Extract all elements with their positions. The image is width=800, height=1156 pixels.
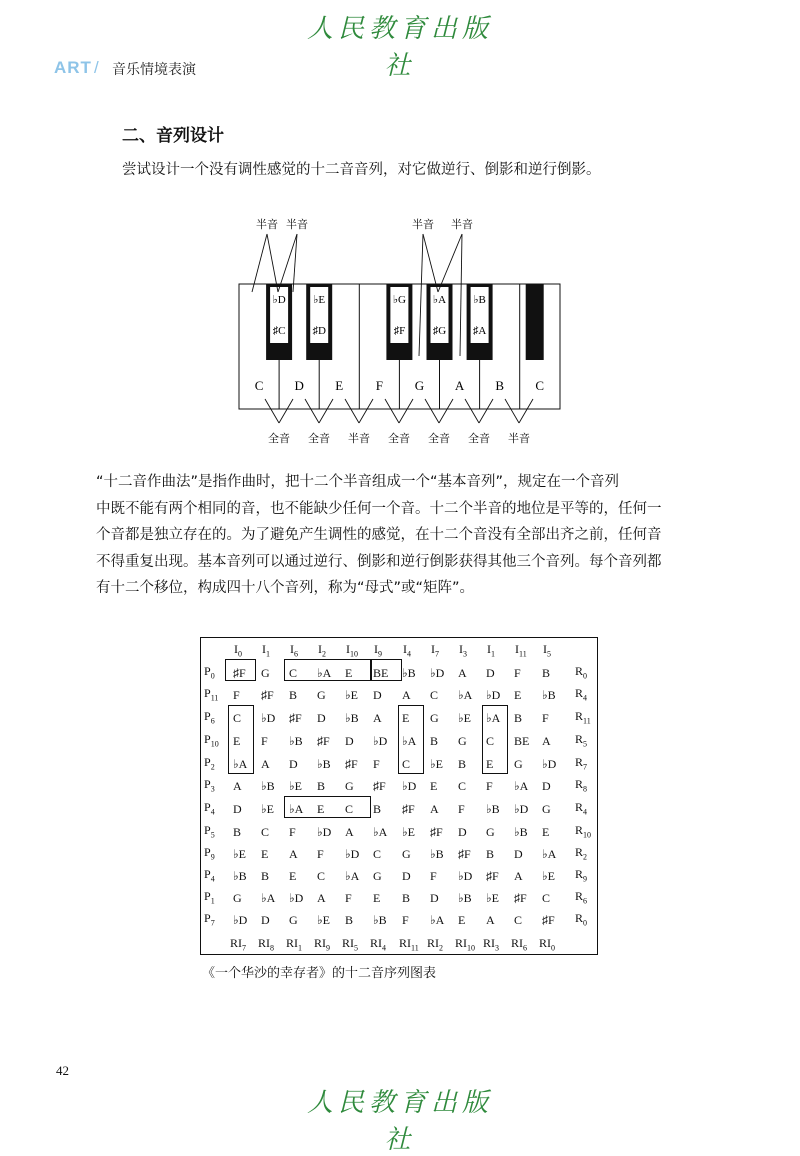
matrix-col-header-top: $I_2$ xyxy=(318,642,326,659)
white-key-label: F xyxy=(375,378,383,393)
matrix-cell: ♯F xyxy=(458,847,471,861)
matrix-cell: E xyxy=(514,688,522,702)
matrix-cell: B xyxy=(458,757,467,771)
matrix-cell: ♭D xyxy=(233,913,248,927)
matrix-col-header-top: $I_{11}$ xyxy=(515,642,527,659)
matrix-cell: F xyxy=(289,825,296,839)
matrix-cell: ♭B xyxy=(430,847,444,861)
interval-bottom-label: 全音 xyxy=(468,433,490,445)
matrix-cell: F xyxy=(261,734,268,748)
matrix-col-header-top: $I_6$ xyxy=(290,642,298,659)
matrix-cell: ♭B xyxy=(486,802,500,816)
matrix-cell: F xyxy=(542,711,549,725)
matrix-row-header-right: $R_{11}$ xyxy=(575,709,591,726)
header-title: 音乐情境表演 xyxy=(112,62,196,78)
matrix-cell: ♭D xyxy=(458,869,473,883)
paragraph-line: 个音都是独立存在的。为了避免产生调性的感觉，在十二个音没有全部出齐之前，任何音 xyxy=(96,527,662,544)
matrix-cell: A xyxy=(458,666,467,680)
matrix-cell: D xyxy=(261,913,270,927)
matrix-cell: ♭D xyxy=(289,891,304,905)
matrix-cell: ♭A xyxy=(233,757,248,771)
black-key-flat-label: ♭D xyxy=(272,294,286,306)
matrix-cell: ♯F xyxy=(289,711,302,725)
matrix-cell: C xyxy=(542,891,551,905)
matrix-cell: E xyxy=(458,913,466,927)
black-key-flat-label: ♭E xyxy=(313,294,326,306)
matrix-cell: D xyxy=(345,734,354,748)
page-number: 42 xyxy=(56,1063,69,1078)
matrix-col-header-top: $I_5$ xyxy=(543,642,551,659)
matrix-cell: ♯F xyxy=(317,734,330,748)
interval-bottom-label: 全音 xyxy=(268,433,290,445)
matrix-cell: ♭E xyxy=(402,825,415,839)
white-key-label: C xyxy=(254,378,264,393)
matrix-row-header-left: $P_6$ xyxy=(204,709,215,726)
matrix-cell: E xyxy=(430,779,438,793)
matrix-row-header-left: $P_4$ xyxy=(204,800,215,817)
interval-bottom-label: 半音 xyxy=(348,433,370,445)
matrix-cell: ♯F xyxy=(430,825,443,839)
black-key-sharp-label: ♯D xyxy=(312,325,326,337)
matrix-cell: ♯F xyxy=(373,779,386,793)
black-key-sharp-label: ♯F xyxy=(393,325,406,337)
matrix-cell: F xyxy=(345,891,352,905)
matrix-cell: E xyxy=(233,734,241,748)
matrix-cell: C xyxy=(261,825,270,839)
matrix-cell: BE xyxy=(373,666,389,680)
matrix-cell: G xyxy=(458,734,467,748)
paragraph-line: 不得重复出现。基本音列可以通过逆行、倒影和逆行倒影获得其他三个音列。每个音列都 xyxy=(96,553,662,570)
matrix-highlight-box xyxy=(284,796,371,818)
matrix-row-header-right: $R_0$ xyxy=(575,664,588,681)
matrix-highlight-box xyxy=(284,659,371,681)
matrix-cell: A xyxy=(542,734,551,748)
matrix-cell: D xyxy=(514,847,523,861)
matrix-cell: ♭A xyxy=(289,802,304,816)
semitone-top-label: 半音 xyxy=(412,219,434,231)
matrix-cell: A xyxy=(373,711,382,725)
matrix-cell: B xyxy=(542,666,551,680)
white-key-label: A xyxy=(454,378,465,393)
matrix-cell: ♭B xyxy=(317,757,331,771)
paragraph-line: 有十二个移位，构成四十八个音列，称为“母式”或“矩阵”。 xyxy=(96,580,475,597)
matrix-cell: A xyxy=(345,825,354,839)
matrix-cell: ♭E xyxy=(261,802,274,816)
matrix-col-header-bottom: $RI_{11}$ xyxy=(399,936,419,953)
matrix-cell: ♭B xyxy=(373,913,387,927)
matrix-cell: ♭B xyxy=(233,869,247,883)
matrix-cell: ♭D xyxy=(261,711,276,725)
matrix-cell: E xyxy=(317,802,325,816)
matrix-col-header-top: $I_1$ xyxy=(262,642,270,659)
matrix-cell: C xyxy=(317,869,326,883)
matrix-cell: ♭E xyxy=(289,779,302,793)
matrix-cell: D xyxy=(542,779,551,793)
matrix-row-header-right: $R_7$ xyxy=(575,755,588,772)
matrix-highlight-box xyxy=(398,705,424,774)
matrix-cell: ♭E xyxy=(542,869,555,883)
matrix-cell: B xyxy=(261,869,270,883)
matrix-cell: D xyxy=(317,711,326,725)
matrix-cell: G xyxy=(430,711,439,725)
matrix-cell: ♭E xyxy=(430,757,443,771)
matrix-row-header-right: $R_2$ xyxy=(575,845,588,862)
paragraph-line: “十二音作曲法”是指作曲时，把十二个半音组成一个“基本音列”，规定在一个音列 xyxy=(96,474,620,490)
matrix-cell: A xyxy=(317,891,326,905)
matrix-col-header-bottom: $RI_5$ xyxy=(342,936,358,953)
matrix-highlight-box xyxy=(225,659,256,681)
matrix-highlight-box xyxy=(228,705,254,774)
matrix-row-header-right: $R_5$ xyxy=(575,732,588,749)
matrix-cell: C xyxy=(373,847,382,861)
matrix-cell: ♭E xyxy=(345,688,358,702)
matrix-row-header-left: $P_5$ xyxy=(204,823,215,840)
intro-text: 尝试设计一个没有调性感觉的十二音音列，对它做逆行、倒影和逆行倒影。 xyxy=(122,162,601,178)
matrix-row-header-left: $P_1$ xyxy=(204,889,215,906)
white-key-label: E xyxy=(335,378,344,393)
matrix-cell: D xyxy=(402,869,411,883)
matrix-cell: ♭E xyxy=(458,711,471,725)
matrix-cell: ♭A xyxy=(345,869,360,883)
matrix-row-header-right: $R_4$ xyxy=(575,800,588,817)
matrix-cell: F xyxy=(373,757,380,771)
matrix-cell: ♭B xyxy=(345,711,359,725)
white-key-label: C xyxy=(535,378,545,393)
matrix-cell: ♭D xyxy=(430,666,445,680)
matrix-col-header-bottom: $RI_1$ xyxy=(286,936,302,953)
interval-bottom-label: 半音 xyxy=(508,433,530,445)
matrix-cell: ♭B xyxy=(261,779,275,793)
interval-bottom-label: 全音 xyxy=(428,433,450,445)
black-key-flat-label: ♭B xyxy=(473,294,486,306)
white-key-label: G xyxy=(414,378,425,393)
matrix-col-header-bottom: $RI_3$ xyxy=(483,936,499,953)
matrix-row-header-left: $P_{11}$ xyxy=(204,686,219,703)
matrix-cell: F xyxy=(514,666,521,680)
matrix-cell: G xyxy=(345,779,354,793)
matrix-cell: E xyxy=(542,825,550,839)
matrix-cell: ♭A xyxy=(514,779,529,793)
matrix-row-header-right: $R_4$ xyxy=(575,686,588,703)
matrix-cell: ♭B xyxy=(402,666,416,680)
interval-bottom-label: 全音 xyxy=(308,433,330,445)
matrix-cell: D xyxy=(233,802,242,816)
matrix-row-header-left: $P_2$ xyxy=(204,755,215,772)
matrix-cell: ♭D xyxy=(345,847,360,861)
matrix-cell: G xyxy=(402,847,411,861)
matrix-cell: B xyxy=(402,891,411,905)
matrix-col-header-bottom: $RI_2$ xyxy=(427,936,443,953)
matrix-cell: ♭A xyxy=(458,688,473,702)
matrix-cell: G xyxy=(373,869,382,883)
matrix-cell: ♭A xyxy=(542,847,557,861)
matrix-cell: A xyxy=(514,869,523,883)
matrix-cell: F xyxy=(402,913,409,927)
header-art: ART / xyxy=(54,58,100,77)
matrix-col-header-top: $I_{10}$ xyxy=(346,642,358,659)
interval-bottom-label: 全音 xyxy=(388,433,410,445)
matrix-cell: A xyxy=(289,847,298,861)
matrix-cell: G xyxy=(233,891,242,905)
matrix-cell: B xyxy=(514,711,523,725)
matrix-cell: ♭A xyxy=(486,711,501,725)
matrix-cell: C xyxy=(486,734,495,748)
matrix-cell: A xyxy=(261,757,270,771)
matrix-col-header-top: $I_1$ xyxy=(487,642,495,659)
matrix-cell: E xyxy=(402,711,410,725)
matrix-cell: ♭D xyxy=(317,825,332,839)
matrix-col-header-bottom: $RI_9$ xyxy=(314,936,330,953)
matrix-cell: ♭A xyxy=(373,825,388,839)
matrix-cell: ♭A xyxy=(317,666,332,680)
matrix-cell: ♭D xyxy=(542,757,557,771)
matrix-col-header-top: $I_0$ xyxy=(234,642,242,659)
matrix-col-header-bottom: $RI_{10}$ xyxy=(455,936,475,953)
publisher-logo-bottom: 人民教育出版社 xyxy=(306,1088,493,1155)
matrix-cell: F xyxy=(430,869,437,883)
matrix-cell: ♭B xyxy=(514,825,528,839)
semitone-top-label: 半音 xyxy=(286,219,308,231)
matrix-col-header-bottom: $RI_7$ xyxy=(230,936,246,953)
matrix-cell: C xyxy=(345,802,354,816)
matrix-row-header-left: $P_9$ xyxy=(204,845,215,862)
matrix-cell: ♭A xyxy=(261,891,276,905)
matrix-cell: ♭D xyxy=(373,734,388,748)
matrix-cell: C xyxy=(402,757,411,771)
matrix-cell: C xyxy=(233,711,242,725)
matrix-cell: D xyxy=(373,688,382,702)
matrix-row-header-left: $P_4$ xyxy=(204,867,215,884)
matrix-cell: ♭E xyxy=(233,847,246,861)
matrix-cell: B xyxy=(345,913,354,927)
matrix-cell: BE xyxy=(514,734,530,748)
matrix-col-header-top: $I_4$ xyxy=(403,642,411,659)
publisher-logo-top: 人民教育出版社 xyxy=(306,14,493,81)
matrix-cell: B xyxy=(289,688,298,702)
matrix-cell: A xyxy=(486,913,495,927)
matrix-highlight-box xyxy=(371,659,402,681)
matrix-cell: F xyxy=(458,802,465,816)
matrix-cell: B xyxy=(317,779,326,793)
semitone-top-label: 半音 xyxy=(451,219,473,231)
matrix-cell: C xyxy=(514,913,523,927)
matrix-cell: B xyxy=(233,825,242,839)
white-key-label: D xyxy=(294,378,304,393)
matrix-row-header-right: $R_0$ xyxy=(575,911,588,928)
matrix-cell: E xyxy=(261,847,269,861)
matrix-cell: G xyxy=(261,666,270,680)
figure-caption: 《一个华沙的幸存者》的十二音序列图表 xyxy=(202,966,437,981)
matrix-cell: G xyxy=(317,688,326,702)
matrix-cell: ♯F xyxy=(233,666,246,680)
matrix-col-header-bottom: $RI_0$ xyxy=(539,936,555,953)
matrix-cell: G xyxy=(514,757,523,771)
matrix-cell: G xyxy=(289,913,298,927)
matrix-row-header-left: $P_{10}$ xyxy=(204,732,219,749)
matrix-cell: G xyxy=(542,802,551,816)
matrix-row-header-right: $R_{10}$ xyxy=(575,823,592,840)
matrix-col-header-bottom: $RI_6$ xyxy=(511,936,527,953)
matrix-cell: ♭D xyxy=(486,688,501,702)
matrix-cell: B xyxy=(486,847,495,861)
matrix-cell: C xyxy=(430,688,439,702)
black-key-flat-label: ♭G xyxy=(392,294,406,306)
matrix-cell: D xyxy=(486,666,495,680)
matrix-cell: E xyxy=(289,869,297,883)
matrix-cell: ♭D xyxy=(514,802,529,816)
matrix-cell: A xyxy=(233,779,242,793)
matrix-row-header-right: $R_9$ xyxy=(575,867,588,884)
matrix-cell: D xyxy=(430,891,439,905)
matrix-cell: F xyxy=(486,779,493,793)
white-key-label: B xyxy=(495,378,504,393)
matrix-cell: D xyxy=(458,825,467,839)
matrix-cell: E xyxy=(373,891,381,905)
matrix-cell: F xyxy=(233,688,240,702)
matrix-col-header-bottom: $RI_4$ xyxy=(370,936,386,953)
paragraph-line: 中既不能有两个相同的音，也不能缺少任何一个音。十二个半音的地位是平等的，任何一 xyxy=(96,500,662,517)
matrix-row-header-right: $R_8$ xyxy=(575,777,588,794)
matrix-cell: C xyxy=(289,666,298,680)
matrix-highlight-box xyxy=(482,705,508,774)
black-key-flat-label: ♭A xyxy=(432,294,447,306)
matrix-cell: ♯F xyxy=(542,913,555,927)
matrix-cell: ♯F xyxy=(486,869,499,883)
matrix-cell: E xyxy=(486,757,494,771)
matrix-col-header-top: $I_7$ xyxy=(431,642,439,659)
matrix-cell: ♭D xyxy=(402,779,417,793)
matrix-cell: ♭A xyxy=(402,734,417,748)
matrix-cell: C xyxy=(458,779,467,793)
matrix-cell: ♯F xyxy=(514,891,527,905)
matrix-cell: ♯F xyxy=(261,688,274,702)
matrix-cell: D xyxy=(289,757,298,771)
matrix-cell: ♭A xyxy=(430,913,445,927)
matrix-col-header-top: $I_9$ xyxy=(374,642,382,659)
black-key-sharp-label: ♯C xyxy=(272,325,286,337)
matrix-cell: B xyxy=(373,802,382,816)
matrix-cell: ♯F xyxy=(345,757,358,771)
matrix-row-header-left: $P_3$ xyxy=(204,777,215,794)
black-key-sharp-label: ♯G xyxy=(432,325,447,337)
matrix-cell: A xyxy=(430,802,439,816)
matrix-cell: ♭B xyxy=(458,891,472,905)
black-key-sharp-label: ♯A xyxy=(472,325,487,337)
semitone-top-label: 半音 xyxy=(256,219,278,231)
matrix-cell: ♭E xyxy=(486,891,499,905)
matrix-cell: F xyxy=(317,847,324,861)
matrix-cell: E xyxy=(345,666,353,680)
matrix-cell: ♭E xyxy=(317,913,330,927)
matrix-row-header-left: $P_7$ xyxy=(204,911,215,928)
matrix-cell: ♭B xyxy=(289,734,303,748)
matrix-cell: A xyxy=(402,688,411,702)
section-title: 二、音列设计 xyxy=(122,126,224,146)
matrix-col-header-bottom: $RI_8$ xyxy=(258,936,274,953)
matrix-cell: B xyxy=(430,734,439,748)
matrix-row-header-left: $P_0$ xyxy=(204,664,215,681)
matrix-cell: ♯F xyxy=(402,802,415,816)
matrix-cell: G xyxy=(486,825,495,839)
matrix-cell: ♭B xyxy=(542,688,556,702)
matrix-col-header-top: $I_3$ xyxy=(459,642,467,659)
matrix-row-header-right: $R_6$ xyxy=(575,889,588,906)
